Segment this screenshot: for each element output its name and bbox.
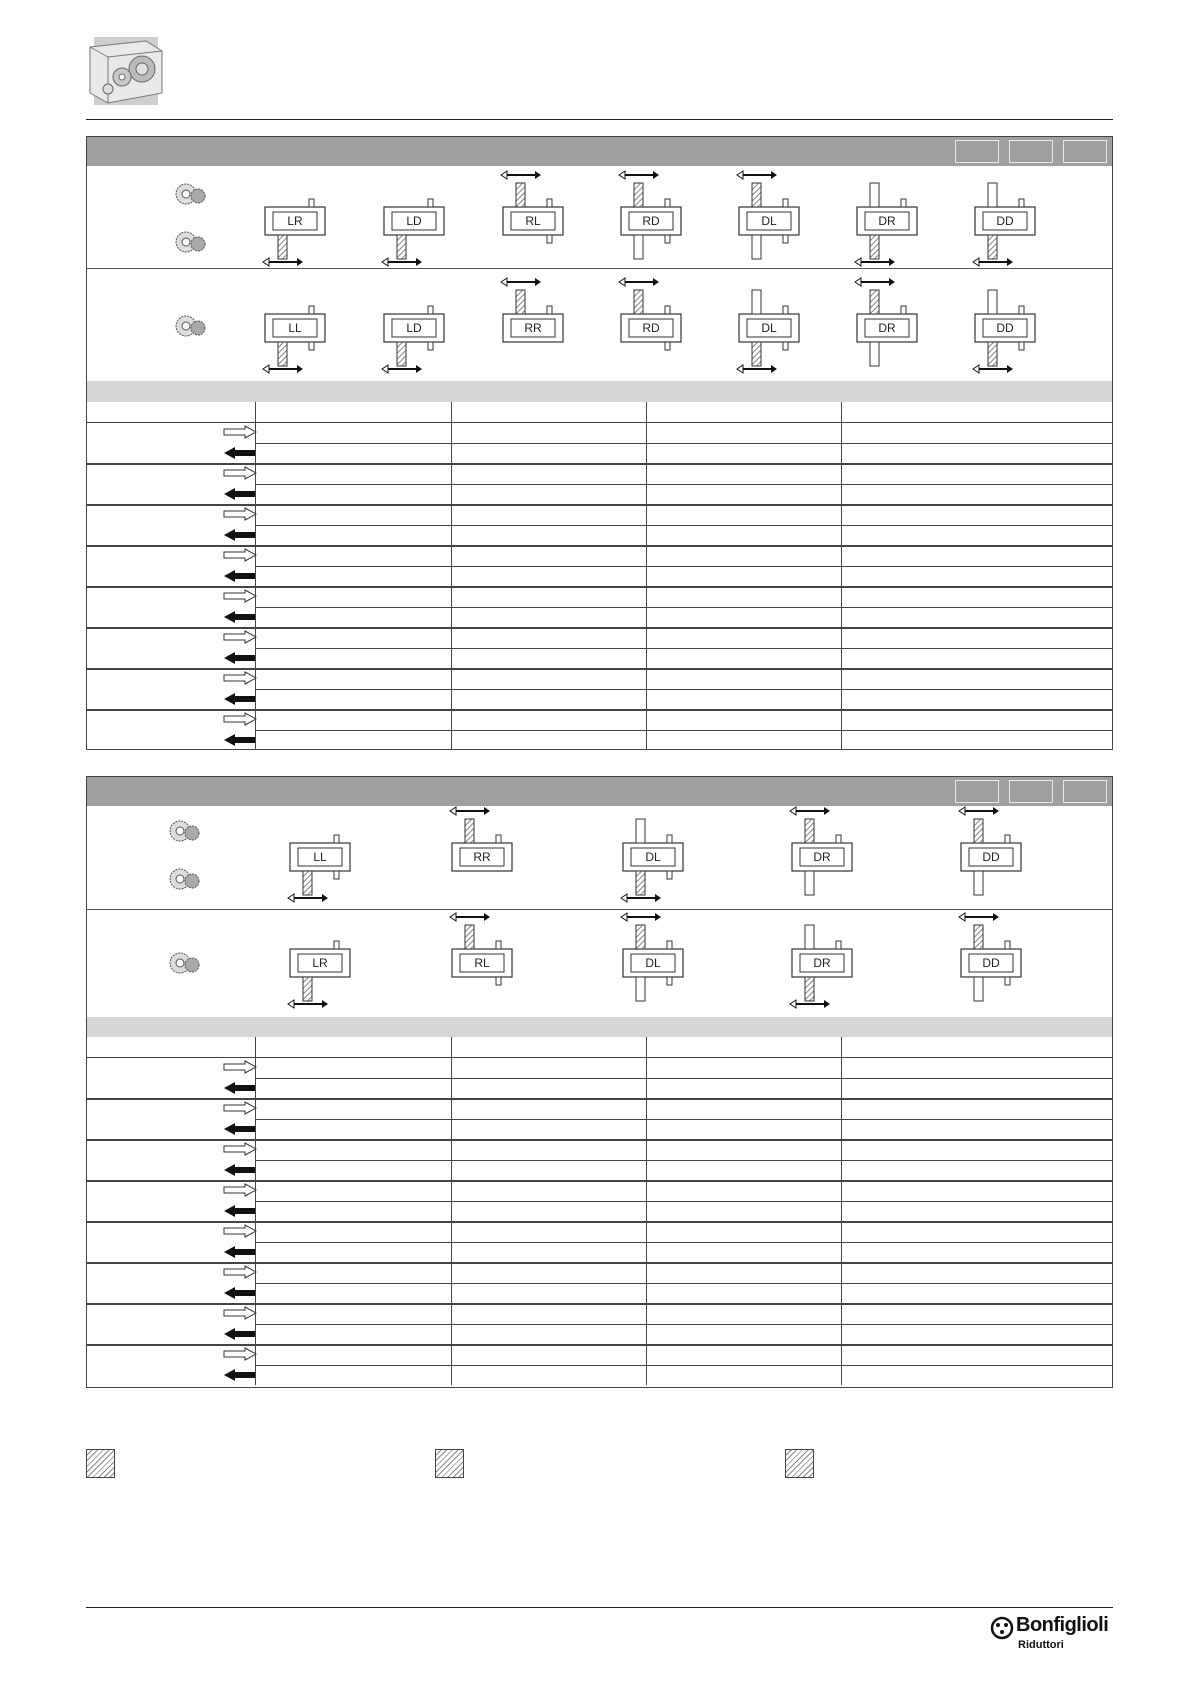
- hollow-arrow-icon: [223, 507, 257, 521]
- table-subheader-band: [87, 381, 1112, 402]
- arrangement-code-label: DR: [878, 321, 896, 335]
- arrangement-code-label: DL: [645, 956, 661, 970]
- header-rule: [86, 119, 1113, 120]
- arrangement-code-label: DD: [996, 214, 1014, 228]
- legend-hatch-swatch: [785, 1449, 814, 1478]
- shaft-arrangement-table-1: [86, 136, 1113, 750]
- arrangement-code-label: RR: [473, 850, 491, 864]
- table-row-divider: [255, 525, 1112, 526]
- brand-name: Bonfiglioli: [1016, 1614, 1109, 1636]
- solid-arrow-icon: [223, 1204, 257, 1218]
- table-row-divider: [255, 607, 1112, 608]
- header-cell: [1063, 140, 1107, 163]
- hollow-arrow-icon: [223, 425, 257, 439]
- hollow-arrow-icon: [223, 1142, 257, 1156]
- solid-arrow-icon: [223, 1122, 257, 1136]
- shaft-diagram-5: [729, 167, 809, 267]
- header-cell: [1063, 780, 1107, 803]
- arrangement-code-label: LR: [287, 214, 303, 228]
- shaft-diagram-12: [729, 274, 809, 374]
- solid-arrow-icon: [223, 528, 257, 542]
- shaft-diagram-2: [374, 167, 454, 267]
- solid-arrow-icon: [223, 692, 257, 706]
- table-row-divider: [87, 1057, 1112, 1058]
- table-row-divider: [255, 1365, 1112, 1366]
- header-cell: [955, 140, 999, 163]
- table-row-divider: [87, 1303, 1112, 1305]
- hollow-arrow-icon: [223, 1265, 257, 1279]
- arrangement-code-label: DR: [813, 850, 831, 864]
- arrangement-code-label: LD: [406, 321, 422, 335]
- gear-icon: [168, 950, 202, 981]
- solid-arrow-icon: [223, 1286, 257, 1300]
- arrangement-code-label: DD: [982, 956, 1000, 970]
- shaft-diagram-16: [442, 803, 522, 903]
- table-subheader-band: [87, 1017, 1112, 1037]
- table-row-divider: [255, 1242, 1112, 1243]
- solid-arrow-icon: [223, 1368, 257, 1382]
- shaft-diagram-10: [493, 274, 573, 374]
- hollow-arrow-icon: [223, 630, 257, 644]
- table-column-divider: [255, 402, 256, 750]
- shaft-diagram-24: [951, 909, 1031, 1009]
- table-row-divider: [255, 566, 1112, 567]
- table-column-divider: [255, 1037, 256, 1385]
- header-cell: [1009, 140, 1053, 163]
- section-header-band: [87, 777, 1112, 806]
- solid-arrow-icon: [223, 487, 257, 501]
- table-row-divider: [255, 1078, 1112, 1079]
- arrangement-code-label: RL: [525, 214, 541, 228]
- arrangement-code-label: RD: [642, 321, 660, 335]
- table-column-divider: [451, 402, 452, 750]
- brand-logo: [990, 1614, 1114, 1656]
- table-row-divider: [87, 1098, 1112, 1100]
- hollow-arrow-icon: [223, 466, 257, 480]
- hollow-arrow-icon: [223, 1347, 257, 1361]
- hollow-arrow-icon: [223, 712, 257, 726]
- shaft-diagram-22: [613, 909, 693, 1009]
- table-row-divider: [255, 1201, 1112, 1202]
- brand-mark-icon: [990, 1616, 1014, 1640]
- header-cell: [1009, 780, 1053, 803]
- legend-hatch-swatch: [86, 1449, 115, 1478]
- shaft-diagram-13: [847, 274, 927, 374]
- table-row-divider: [87, 668, 1112, 670]
- table-row-divider: [87, 1180, 1112, 1182]
- shaft-diagram-23: [782, 909, 862, 1009]
- solid-arrow-icon: [223, 733, 257, 747]
- table-row-divider: [87, 709, 1112, 711]
- table-row-divider: [255, 443, 1112, 444]
- legend-hatch-swatch: [435, 1449, 464, 1478]
- shaft-diagram-15: [280, 803, 360, 903]
- table-row-divider: [87, 545, 1112, 547]
- hollow-arrow-icon: [223, 589, 257, 603]
- hollow-arrow-icon: [223, 1060, 257, 1074]
- table-column-divider: [841, 1037, 842, 1385]
- arrangement-code-label: DD: [996, 321, 1014, 335]
- table-row-divider: [255, 484, 1112, 485]
- hollow-arrow-icon: [223, 548, 257, 562]
- hollow-arrow-icon: [223, 1306, 257, 1320]
- table-column-divider: [841, 402, 842, 750]
- solid-arrow-icon: [223, 1245, 257, 1259]
- solid-arrow-icon: [223, 651, 257, 665]
- solid-arrow-icon: [223, 1163, 257, 1177]
- gear-icon: [168, 818, 202, 849]
- footer-rule: [86, 1607, 1113, 1608]
- table-row-divider: [255, 1283, 1112, 1284]
- arrangement-code-label: DL: [761, 214, 777, 228]
- gear-icon: [168, 866, 202, 897]
- shaft-diagram-7: [965, 167, 1045, 267]
- arrangement-code-label: DL: [645, 850, 661, 864]
- shaft-diagram-21: [442, 909, 522, 1009]
- hollow-arrow-icon: [223, 1183, 257, 1197]
- shaft-diagram-11: [611, 274, 691, 374]
- table-row-divider: [255, 1324, 1112, 1325]
- table-row-divider: [87, 1262, 1112, 1264]
- shaft-diagram-3: [493, 167, 573, 267]
- hollow-arrow-icon: [223, 1101, 257, 1115]
- arrangement-code-label: RL: [474, 956, 490, 970]
- hollow-arrow-icon: [223, 1224, 257, 1238]
- arrangement-code-label: RR: [524, 321, 542, 335]
- shaft-diagram-9: [374, 274, 454, 374]
- arrangement-code-label: LR: [312, 956, 328, 970]
- gear-reducer-icon: [86, 33, 166, 109]
- solid-arrow-icon: [223, 569, 257, 583]
- table-column-divider: [646, 402, 647, 750]
- table-column-divider: [451, 1037, 452, 1385]
- shaft-arrangement-table-2: [86, 776, 1113, 1388]
- shaft-diagram-18: [782, 803, 862, 903]
- hollow-arrow-icon: [223, 671, 257, 685]
- table-row-divider: [87, 422, 1112, 423]
- shaft-diagram-17: [613, 803, 693, 903]
- table-row-divider: [87, 627, 1112, 629]
- header-cell: [955, 780, 999, 803]
- diagram-row-separator: [87, 268, 1112, 269]
- table-row-divider: [87, 504, 1112, 506]
- table-row-divider: [87, 586, 1112, 588]
- shaft-diagram-1: [255, 167, 335, 267]
- section-header-band: [87, 137, 1112, 166]
- arrangement-code-label: DL: [761, 321, 777, 335]
- shaft-diagram-20: [280, 909, 360, 1009]
- arrangement-code-label: RD: [642, 214, 660, 228]
- table-row-divider: [87, 1139, 1112, 1141]
- arrangement-code-label: DR: [878, 214, 896, 228]
- table-row-divider: [255, 1160, 1112, 1161]
- solid-arrow-icon: [223, 1081, 257, 1095]
- shaft-diagram-19: [951, 803, 1031, 903]
- shaft-diagram-6: [847, 167, 927, 267]
- solid-arrow-icon: [223, 446, 257, 460]
- gear-icon: [174, 181, 208, 212]
- arrangement-code-label: LL: [288, 321, 302, 335]
- shaft-diagram-14: [965, 274, 1045, 374]
- solid-arrow-icon: [223, 610, 257, 624]
- arrangement-code-label: DD: [982, 850, 1000, 864]
- product-thumbnail: [86, 33, 166, 109]
- shaft-diagram-8: [255, 274, 335, 374]
- table-row-divider: [255, 648, 1112, 649]
- table-row-divider: [255, 730, 1112, 731]
- table-row-divider: [87, 463, 1112, 465]
- arrangement-code-label: LL: [313, 850, 327, 864]
- solid-arrow-icon: [223, 1327, 257, 1341]
- table-column-divider: [646, 1037, 647, 1385]
- table-row-divider: [255, 1119, 1112, 1120]
- arrangement-code-label: DR: [813, 956, 831, 970]
- table-row-divider: [87, 1344, 1112, 1346]
- brand-subtitle: Riduttori: [1018, 1639, 1064, 1651]
- arrangement-code-label: LD: [406, 214, 422, 228]
- gear-icon: [174, 229, 208, 260]
- table-row-divider: [255, 689, 1112, 690]
- table-row-divider: [87, 1221, 1112, 1223]
- gear-icon: [174, 313, 208, 344]
- shaft-diagram-4: [611, 167, 691, 267]
